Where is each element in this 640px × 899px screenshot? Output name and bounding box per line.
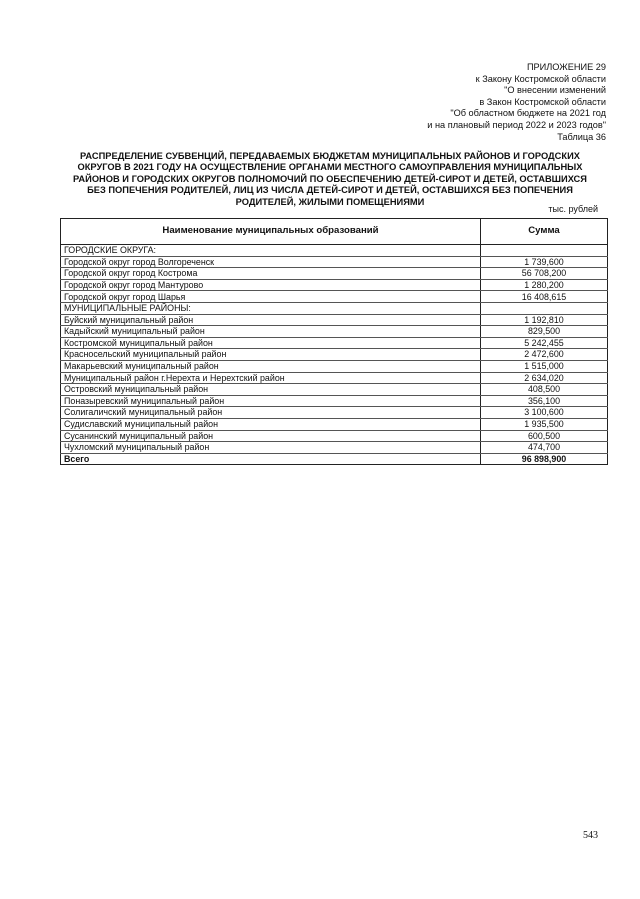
document-title	[70, 151, 590, 208]
table-body	[61, 245, 608, 465]
annex-line: в Закон Костромской области	[479, 96, 606, 107]
row-sum-cell: 5 242,455	[481, 337, 608, 349]
table-row	[61, 268, 608, 280]
row-name-cell: ГОРОДСКИЕ ОКРУГА:	[61, 245, 481, 257]
row-sum-cell: 3 100,600	[481, 407, 608, 419]
row-sum-cell	[481, 302, 608, 314]
table-row	[61, 442, 608, 454]
row-name-cell: Городской округ город Мантурово	[61, 279, 481, 291]
row-sum-cell: 1 280,200	[481, 279, 608, 291]
table-row	[61, 349, 608, 361]
row-sum-cell: 2 472,600	[481, 349, 608, 361]
row-name-cell: Костромской муниципальный район	[61, 337, 481, 349]
annex-line: к Закону Костромской области	[475, 73, 606, 84]
annex-line: "Об областном бюджете на 2021 год	[450, 108, 606, 119]
table-row	[61, 291, 608, 303]
table-row	[61, 337, 608, 349]
row-name-cell: Островский муниципальный район	[61, 384, 481, 396]
table-row	[61, 256, 608, 268]
table-row	[61, 302, 608, 314]
row-sum-cell: 96 898,900	[481, 453, 608, 465]
row-name-cell: Судиславский муниципальный район	[61, 418, 481, 430]
row-name-cell: Красносельский муниципальный район	[61, 349, 481, 361]
row-sum-cell: 356,100	[481, 395, 608, 407]
title-line: РОДИТЕЛЕЙ, ЖИЛЫМИ ПОМЕЩЕНИЯМИ	[235, 196, 425, 207]
table-row	[61, 384, 608, 396]
row-sum-cell: 16 408,615	[481, 291, 608, 303]
title-line: БЕЗ ПОПЕЧЕНИЯ РОДИТЕЛЕЙ, ЛИЦ ИЗ ЧИСЛА ДЕТЕЙ-СИРОТ И ДЕТЕЙ, ОСТАВШИХСЯ БЕЗ ПОПЕЧЕНИЯ	[87, 185, 573, 196]
row-sum-cell: 2 634,020	[481, 372, 608, 384]
row-name-cell: Поназыревский муниципальный район	[61, 395, 481, 407]
table-row	[61, 418, 608, 430]
page-number: 543	[583, 830, 598, 841]
title-line: РАСПРЕДЕЛЕНИЕ СУБВЕНЦИЙ, ПЕРЕДАВАЕМЫХ БЮДЖЕТАМ МУНИЦИПАЛЬНЫХ РАЙОНОВ И ГОРОДСКИХ	[80, 151, 580, 161]
row-name-cell: МУНИЦИПАЛЬНЫЕ РАЙОНЫ:	[61, 302, 481, 314]
annex-line: ПРИЛОЖЕНИЕ 29	[526, 62, 606, 72]
row-name-cell: Солигаличский муниципальный район	[61, 407, 481, 419]
row-name-cell: Макарьевский муниципальный район	[61, 360, 481, 372]
table-row	[61, 314, 608, 326]
table-row	[61, 326, 608, 338]
subvention-table	[60, 218, 608, 465]
row-sum-cell: 1 192,810	[481, 314, 608, 326]
row-sum-cell: 1 935,500	[481, 418, 608, 430]
title-line: РАЙОНОВ И ГОРОДСКИХ ОКРУГОВ ПОЛНОМОЧИЙ ПО ОБЕСПЕЧЕНИЮ ДЕТЕЙ-СИРОТ И ДЕТЕЙ, ОСТАВШИХСЯ	[73, 173, 587, 184]
annex-header	[306, 62, 606, 143]
row-sum-cell: 474,700	[481, 442, 608, 454]
table-row	[61, 360, 608, 372]
annex-line: и на плановый период 2022 и 2023 годов"	[427, 119, 606, 130]
row-name-cell: Городской округ город Кострома	[61, 268, 481, 280]
row-sum-cell: 408,500	[481, 384, 608, 396]
row-name-cell: Сусанинский муниципальный район	[61, 430, 481, 442]
row-sum-cell: 1 739,600	[481, 256, 608, 268]
units-label: тыс. рублей	[548, 204, 598, 214]
row-sum-cell: 1 515,000	[481, 360, 608, 372]
row-sum-cell: 829,500	[481, 326, 608, 338]
table-row	[61, 245, 608, 257]
row-name-cell: Городской округ город Шарья	[61, 291, 481, 303]
row-name-cell: Чухломский муниципальный район	[61, 442, 481, 454]
column-header-sum: Сумма	[481, 219, 608, 245]
row-sum-cell	[481, 245, 608, 257]
row-name-cell: Городской округ город Волгореченск	[61, 256, 481, 268]
row-name-cell: Всего	[61, 453, 481, 465]
table-row	[61, 395, 608, 407]
column-header-name: Наименование муниципальных образований	[61, 219, 481, 245]
table-total-row	[61, 453, 608, 465]
table-row	[61, 430, 608, 442]
annex-line: Таблица 36	[557, 131, 606, 142]
table-header-row	[61, 219, 608, 245]
row-name-cell: Буйский муниципальный район	[61, 314, 481, 326]
annex-line: "О внесении изменений	[504, 85, 606, 96]
table-row	[61, 407, 608, 419]
table-row	[61, 279, 608, 291]
table-row	[61, 372, 608, 384]
row-sum-cell: 600,500	[481, 430, 608, 442]
row-name-cell: Кадыйский муниципальный район	[61, 326, 481, 338]
title-line: ОКРУГОВ В 2021 ГОДУ НА ОСУЩЕСТВЛЕНИЕ ОРГАНАМИ МЕСТНОГО САМОУПРАВЛЕНИЯ МУНИЦИПАЛЬНЫХ	[77, 162, 583, 173]
row-name-cell: Муниципальный район г.Нерехта и Нерехтский район	[61, 372, 481, 384]
row-sum-cell: 56 708,200	[481, 268, 608, 280]
